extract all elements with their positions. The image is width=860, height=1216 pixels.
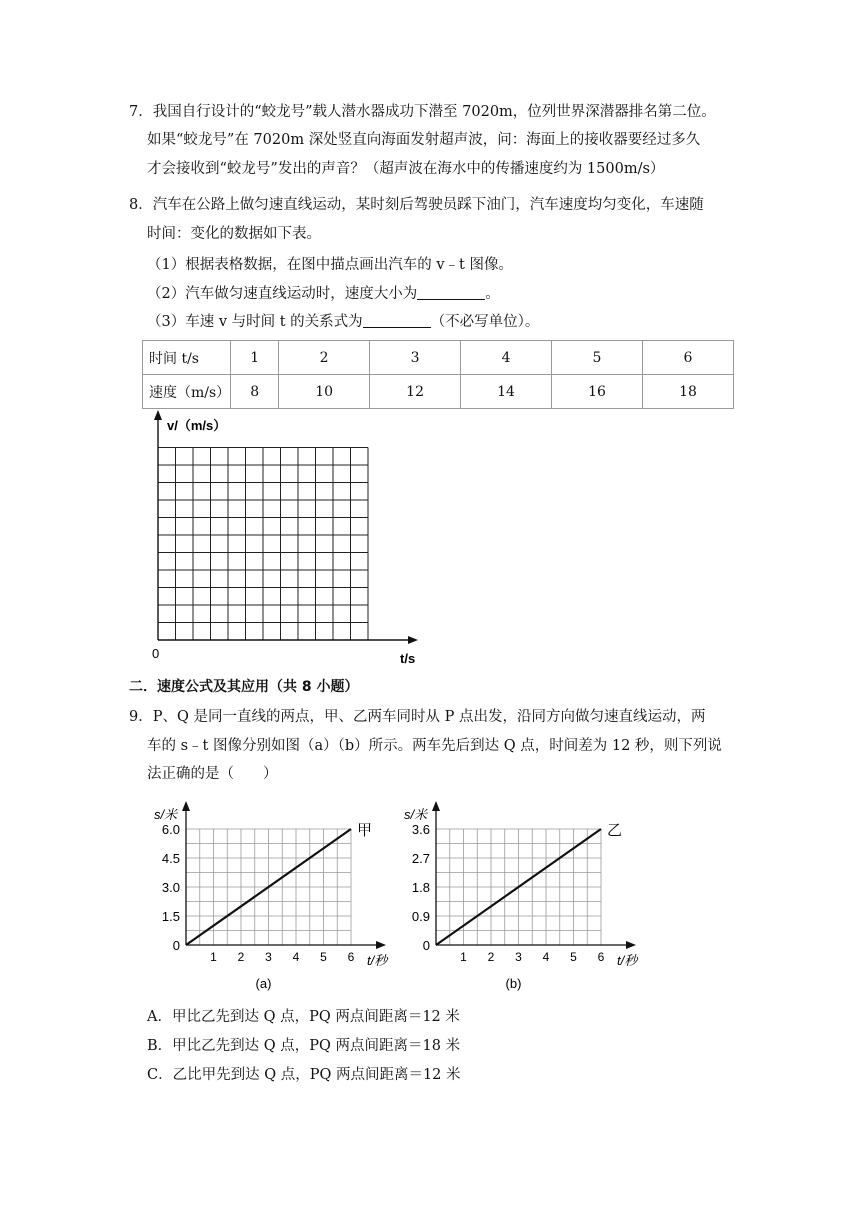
table-cell: 10 <box>279 375 370 409</box>
table-cell: 18 <box>643 375 734 409</box>
table-cell: 8 <box>231 375 279 409</box>
table-header-speed: 速度（m/s） <box>143 375 231 409</box>
q8-sub2 <box>147 285 500 303</box>
y-axis-arrow <box>154 410 162 420</box>
answer-blank <box>417 285 485 300</box>
q9-line1: 9．P、Q 是同一直线的两点，甲、乙两车同时从 P 点出发，沿同方向做匀速直线运动，两 <box>129 709 706 725</box>
table-cell: 1 <box>231 341 279 375</box>
table-header-time: 时间 t/s <box>143 341 231 375</box>
x-tick-label: 1 <box>460 950 467 964</box>
x-tick-label: 2 <box>487 950 495 964</box>
y-tick-label: 1.5 <box>161 909 180 924</box>
chart-caption: (b) <box>505 976 522 991</box>
q7-line3: 才会接收到“蛟龙号”发出的声音？（超声波在海水中的传播速度约为 1500m/s） <box>147 161 665 177</box>
q8-line2: 时间：变化的数据如下表。 <box>147 226 321 242</box>
table-cell: 6 <box>643 341 734 375</box>
q8-sub3 <box>147 313 539 331</box>
x-axis-label: t/秒 <box>617 953 638 968</box>
table-row-time <box>143 341 734 375</box>
data-table <box>142 340 734 409</box>
y-axis-arrow <box>182 801 190 811</box>
chart-caption: (a) <box>255 976 272 991</box>
table-cell: 12 <box>370 375 461 409</box>
vt-y-label: v/（m/s） <box>167 418 227 433</box>
y-axis-label: s/米 <box>154 807 178 822</box>
x-axis-label: t/秒 <box>367 953 388 968</box>
q9-line2: 车的 s﹣t 图像分别如图（a）（b）所示。两车先后到达 Q 点，时间差为 12 秒，则下列说 <box>147 738 722 754</box>
q8-sub2-text: （2）汽车做匀速直线运动时，速度大小为 <box>147 286 418 302</box>
x-tick-label: 2 <box>237 950 245 964</box>
series-label: 乙 <box>607 822 623 839</box>
option-b: B．甲比乙先到达 Q 点，PQ 两点间距离＝18 米 <box>147 1038 461 1054</box>
q9-line3: 法正确的是（ ） <box>147 766 278 782</box>
y-tick-label: 1.8 <box>411 880 430 895</box>
vt-origin: 0 <box>152 646 160 661</box>
st-chart-b <box>400 793 650 998</box>
y-axis-arrow <box>432 801 440 811</box>
table-cell: 4 <box>461 341 552 375</box>
q8-sub1: （1）根据表格数据，在图中描点画出汽车的 v﹣t 图像。 <box>147 257 513 273</box>
x-tick-label: 3 <box>265 950 272 964</box>
x-tick-label: 5 <box>320 950 327 964</box>
y-tick-label: 0.9 <box>411 909 430 924</box>
x-axis-arrow <box>408 636 418 644</box>
q8-sub3-end: （不必写单位）。 <box>430 314 540 330</box>
answer-blank <box>363 313 431 328</box>
x-tick-label: 6 <box>347 950 355 964</box>
table-cell: 2 <box>279 341 370 375</box>
x-axis-arrow <box>376 941 386 949</box>
option-c: C．乙比甲先到达 Q 点，PQ 两点间距离＝12 米 <box>147 1067 461 1083</box>
q7-line1: 7．我国自行设计的“蛟龙号”载人潜水器成功下潜至 7020m，位列世界深潜器排名第二位。 <box>129 104 716 120</box>
x-tick-label: 6 <box>597 950 605 964</box>
x-tick-label: 1 <box>210 950 217 964</box>
vt-graph <box>140 408 440 670</box>
x-tick-label: 3 <box>515 950 522 964</box>
x-tick-label: 4 <box>292 950 300 964</box>
q7-line2: 如果“蛟龙号”在 7020m 深处竖直向海面发射超声波，问：海面上的接收器要经过多久 <box>147 132 701 148</box>
x-tick-label: 5 <box>570 950 577 964</box>
y-tick-label: 3.0 <box>161 880 180 895</box>
y-axis-label: s/米 <box>404 807 428 822</box>
y-tick-label: 2.7 <box>411 851 430 866</box>
y-tick-label: 0 <box>422 938 430 953</box>
st-chart-a <box>150 793 400 998</box>
q8-sub3-text: （3）车速 v 与时间 t 的关系式为 <box>147 314 363 330</box>
y-tick-label: 3.6 <box>411 822 430 837</box>
option-a: A．甲比乙先到达 Q 点，PQ 两点间距离＝12 米 <box>147 1009 460 1025</box>
section-title: 二．速度公式及其应用（共 8 小题） <box>129 679 359 695</box>
series-label: 甲 <box>357 822 373 839</box>
y-tick-label: 0 <box>172 938 180 953</box>
y-tick-label: 4.5 <box>161 851 180 866</box>
vt-x-label: t/s <box>400 651 416 666</box>
table-cell: 14 <box>461 375 552 409</box>
q8-sub2-end: 。 <box>485 286 500 302</box>
table-cell: 5 <box>552 341 643 375</box>
table-row-speed <box>143 375 734 409</box>
y-tick-label: 6.0 <box>161 822 180 837</box>
table-cell: 3 <box>370 341 461 375</box>
table-cell: 16 <box>552 375 643 409</box>
x-axis-arrow <box>626 941 636 949</box>
x-tick-label: 4 <box>542 950 550 964</box>
vt-grid <box>158 448 368 641</box>
q8-line1: 8．汽车在公路上做匀速直线运动，某时刻后驾驶员踩下油门，汽车速度均匀变化，车速随 <box>129 197 704 213</box>
